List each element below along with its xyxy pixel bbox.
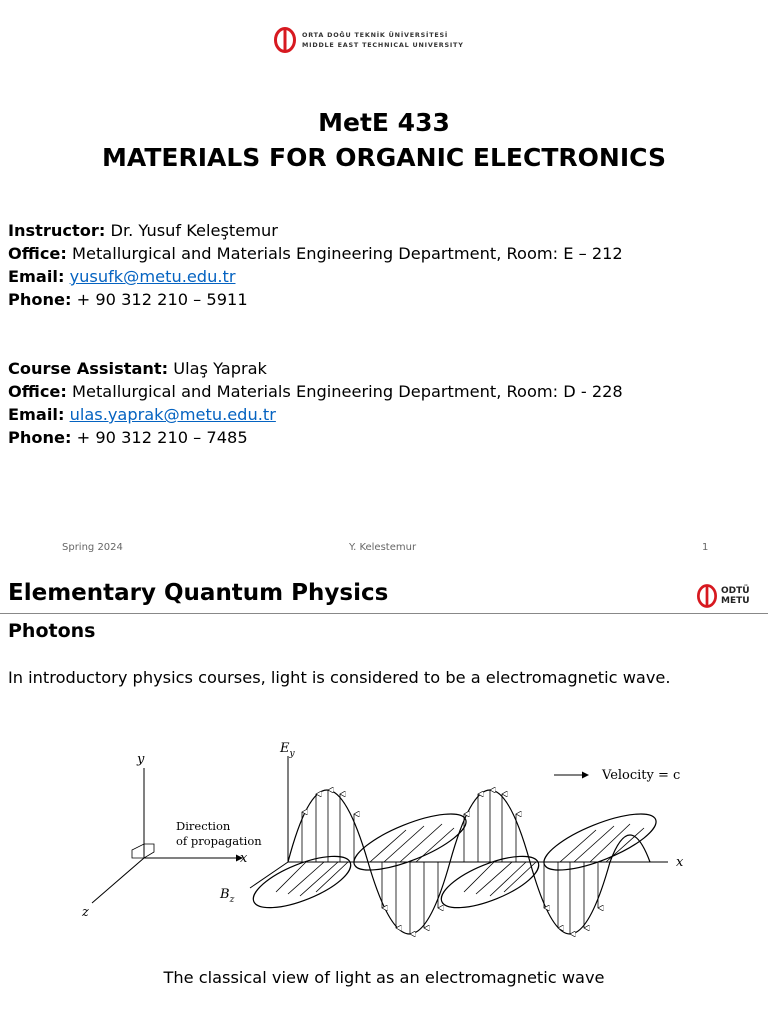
velocity-label: Velocity = c bbox=[602, 768, 681, 783]
e-lobe-up-3 bbox=[610, 835, 650, 862]
office-label: Office: bbox=[8, 244, 67, 263]
footer-page-number: 1 bbox=[702, 542, 709, 553]
assistant-info bbox=[8, 357, 623, 449]
slide-body-text: In introductory physics courses, light is considered to be a electromagnetic wave. bbox=[8, 668, 671, 687]
slide-subtitle: Photons bbox=[8, 620, 96, 642]
bz-label: $B_z$ bbox=[220, 887, 235, 905]
phone-value: + 90 312 210 – 7485 bbox=[71, 428, 248, 447]
instructor-office-line bbox=[8, 242, 623, 265]
instructor-name: Dr. Yusuf Keleştemur bbox=[105, 221, 278, 240]
ey-label: $E_y$ bbox=[280, 741, 295, 759]
logo-line-2: MIDDLE EAST TECHNICAL UNIVERSITY bbox=[302, 41, 464, 49]
university-logo bbox=[274, 27, 464, 53]
assistant-label: Course Assistant: bbox=[8, 359, 169, 378]
wave-axes bbox=[219, 741, 684, 905]
phone-value: + 90 312 210 – 5911 bbox=[71, 290, 248, 309]
course-code: MetE 433 bbox=[318, 108, 450, 137]
logo-line-1: ORTA DOĞU TEKNİK ÜNİVERSİTESİ bbox=[302, 31, 449, 39]
direction-label-line-2: of propagation bbox=[176, 834, 262, 848]
logo-line-1: ODTÜ bbox=[721, 586, 750, 596]
office-value: Metallurgical and Materials Engineering Department, Room: E – 212 bbox=[66, 244, 623, 263]
footer-term: Spring 2024 bbox=[62, 542, 123, 553]
z-axis-line bbox=[92, 858, 144, 903]
assistant-name: Ulaş Yaprak bbox=[168, 359, 267, 378]
b-lobe-4 bbox=[538, 803, 663, 881]
email-label: Email: bbox=[8, 405, 65, 424]
slide-title: Elementary Quantum Physics bbox=[8, 580, 389, 606]
instructor-info bbox=[8, 219, 623, 311]
instructor-line bbox=[8, 219, 623, 242]
x-axis-label-main: x bbox=[676, 855, 684, 870]
assistant-office-line bbox=[8, 380, 623, 403]
direction-label-line-1: Direction bbox=[176, 819, 231, 833]
instructor-email-link[interactable]: yusufk@metu.edu.tr bbox=[69, 267, 236, 286]
magnetic-field-vectors bbox=[276, 824, 644, 896]
office-label: Office: bbox=[8, 382, 67, 401]
figure-caption: The classical view of light as an electromagnetic wave bbox=[163, 968, 605, 987]
instructor-phone-line bbox=[8, 288, 623, 311]
footer-author: Y. Kelestemur bbox=[349, 542, 417, 553]
magnetic-field-wave bbox=[247, 803, 662, 918]
university-logo-small bbox=[697, 584, 750, 608]
axis-x-label: x bbox=[240, 851, 248, 866]
email-label: Email: bbox=[8, 267, 65, 286]
assistant-email-line bbox=[8, 403, 623, 426]
assistant-line bbox=[8, 357, 623, 380]
instructor-email-line bbox=[8, 265, 623, 288]
em-wave-figure bbox=[70, 738, 710, 948]
metu-logo-icon bbox=[274, 27, 296, 53]
assistant-email-link[interactable]: ulas.yaprak@metu.edu.tr bbox=[69, 405, 276, 424]
phone-label: Phone: bbox=[8, 290, 72, 309]
metu-logo-icon bbox=[697, 584, 717, 608]
axis-y-label: y bbox=[137, 752, 145, 767]
logo-line-2: METU bbox=[721, 596, 750, 606]
axis-z-label: z bbox=[82, 905, 89, 920]
assistant-phone-line bbox=[8, 426, 623, 449]
instructor-label: Instructor: bbox=[8, 221, 106, 240]
slide-2 bbox=[0, 566, 768, 1024]
bz-axis bbox=[250, 862, 288, 888]
course-title: MATERIALS FOR ORGANIC ELECTRONICS bbox=[102, 143, 666, 172]
office-value: Metallurgical and Materials Engineering Department, Room: D - 228 bbox=[66, 382, 623, 401]
axes-corner-box bbox=[132, 844, 154, 858]
title-divider bbox=[0, 613, 768, 614]
coordinate-axes bbox=[81, 752, 262, 920]
phone-label: Phone: bbox=[8, 428, 72, 447]
